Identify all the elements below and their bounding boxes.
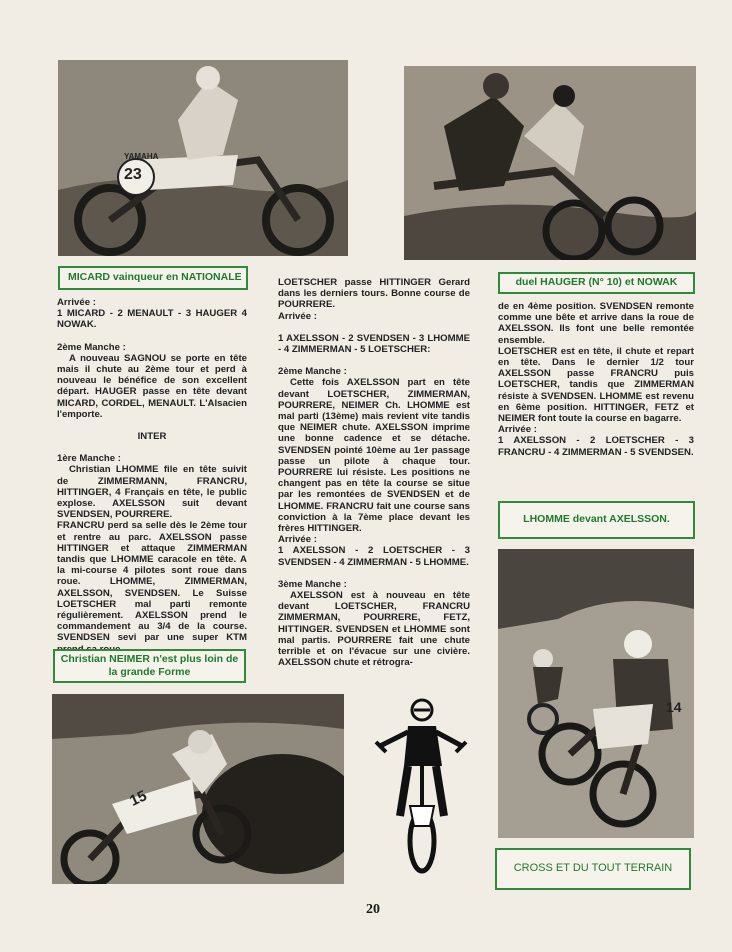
inter-heading: INTER: [137, 431, 167, 443]
col3-text-2: LOETSCHER est en tête, il chute et repart en tête. Dans le dernier 1/2 tour AXELSSON passe FRANCRU puis LOETSCHER, tandis que ZIMMERMAN résiste à SVENDSEN. LHOMME est revenu en 6ème position. HITTINGER, FETZ et NEIMER font toute la course en bagarre.: [498, 345, 694, 425]
manche-2-label: 2ème Manche :: [57, 341, 126, 353]
caption-cross-tout-terrain: [495, 848, 691, 890]
caption-lhomme-text: LHOMME devant AXELSSON.: [523, 513, 670, 526]
col2-manche-2-label: 2ème Manche :: [278, 366, 347, 378]
col2-intro: LOETSCHER passe HITTINGER Gerard dans les derniers tours. Bonne course de POURRERE.: [278, 277, 470, 311]
col3-arrivee: 1 AXELSSON - 2 LOETSCHER - 3 FRANCRU - 4 ZIMMERMAN - 5 SVENDSEN.: [498, 435, 694, 458]
rider-line-drawing-icon: [370, 696, 470, 876]
col2-manche-3-label: 3ème Manche :: [278, 578, 347, 590]
photo-hauger-nowak: [404, 66, 696, 260]
caption-cross-tout-terrain-text: CROSS ET DU TOUT TERRAIN: [513, 862, 673, 875]
photo-neimer: [52, 694, 344, 884]
page-number: 20: [366, 902, 380, 917]
caption-hauger-nowak: [498, 272, 695, 294]
text-column-2: [278, 277, 470, 669]
arrivee-label: Arrivée :: [57, 297, 96, 308]
arrivee-result: 1 MICARD - 2 MENAULT - 3 HAUGER 4 NOWAK.: [57, 308, 247, 331]
col2-arrivee-1: 1 AXELSSON - 2 SVENDSEN - 3 LHOMME - 4 ZIMMERMAN - 5 LOETSCHER:: [278, 332, 470, 356]
photo-lhomme-axelsson: [498, 549, 694, 838]
motocross-pair-photo: [498, 549, 694, 838]
col2-arrivee-label: Arrivée :: [278, 310, 317, 322]
motocross-duel-photo: [404, 66, 696, 260]
bike-number-label-15: 15: [127, 787, 150, 810]
col2-arrivee-2: 1 AXELSSON - 2 LOETSCHER - 3 SVENDSEN - 4 ZIMMERMAN - 5 LHOMME.: [278, 545, 470, 568]
rider-illustration: [370, 696, 470, 876]
caption-hauger-nowak-text: duel HAUGER (N° 10) et NOWAK: [515, 276, 678, 289]
text-column-3: [498, 301, 694, 458]
col2-manche-2-text: Cette fois AXELSSON part en tête devant LOETSCHER, ZIMMERMAN, POURRERE, NEIMER Ch. LHOMME est mal parti (13ème) mais revient vite tandis que NEIMER chute. AXELSSON imprime une bonne cadence et se détache. SVENDSEN pointé 10ème au 1er passage passe un pilote à chaque tour. POURRERE lui résiste. Les positions ne changent pas en tête la course se situe par les remontées de SVENDSEN et de LHOMME. FRANCRU fait une course sans conviction à la 7ème place devant les frères HITTINGER.: [278, 377, 470, 535]
caption-neimer: [53, 649, 246, 683]
bike-number-label-14: 14: [666, 699, 682, 715]
col3-arrivee-label: Arrivée :: [498, 424, 537, 436]
manche-2-text: A nouveau SAGNOU se porte en tête mais il chute au 2ème tour et perd à nouveau le bénéfice de son excellent départ. HAUGER passe en tête devant MICARD, CORDEL, MENAULT. L'Alsacien l'emporte.: [57, 352, 247, 420]
bike-brand-label: YAMAHA: [124, 152, 159, 161]
photo-micard: [58, 60, 348, 256]
col2-arrivee-2-label: Arrivée :: [278, 534, 317, 546]
manche-1-text-1: Christian LHOMME file en tête suivit de ZIMMERMANN, FRANCRU, HITTINGER, 4 Français en tête, le public explose. AXELSSON suit devant SVENDSEN, POURRERE.: [57, 464, 247, 521]
col2-manche-3-text: AXELSSON est à nouveau en tête devant LOETSCHER, FRANCRU ZIMMERMAN, POURRERE, FETZ, HITTINGER. SVENDSEN et LHOMME sont mal partis. POURRERE fait une chute terrible et on l'évacue sur une civière. AXELSSON chute et rétrogra-: [278, 590, 470, 669]
motocross-rider-photo: [58, 60, 348, 256]
caption-lhomme: [498, 501, 695, 539]
caption-micard: [58, 266, 248, 290]
caption-micard-text: MICARD vainqueur en NATIONALE: [68, 271, 242, 284]
text-column-1: [57, 297, 247, 655]
manche-1-text-2: FRANCRU perd sa selle dès le 2ème tour et rentre au parc. AXELSSON passe HITTINGER et attaque ZIMMERMAN tandis que LHOMME caracole en tête. A la mi-course 4 pilotes sont roue dans roue. LHOMME, ZIMMERMAN, AXELSSON, SVENDSEN. Le Suisse LOETSCHER mal parti remonte régulièrement. AXELSSON prend le commandement au 3/4 de la course. SVENDSEN sevi par une super KTM: [57, 520, 247, 644]
bike-number-label: 23: [124, 166, 142, 183]
col3-text-1: de en 4ème position. SVENDSEN remonte comme une bête et arrive dans la roue de AXELSSON. Ils font une belle remontée ensemble.: [498, 301, 694, 346]
manche-1-label: 1ère Manche :: [57, 453, 121, 465]
motocross-cornering-photo: [52, 694, 344, 884]
caption-neimer-text: Christian NEIMER n'est plus loin de la grande Forme: [60, 652, 239, 678]
